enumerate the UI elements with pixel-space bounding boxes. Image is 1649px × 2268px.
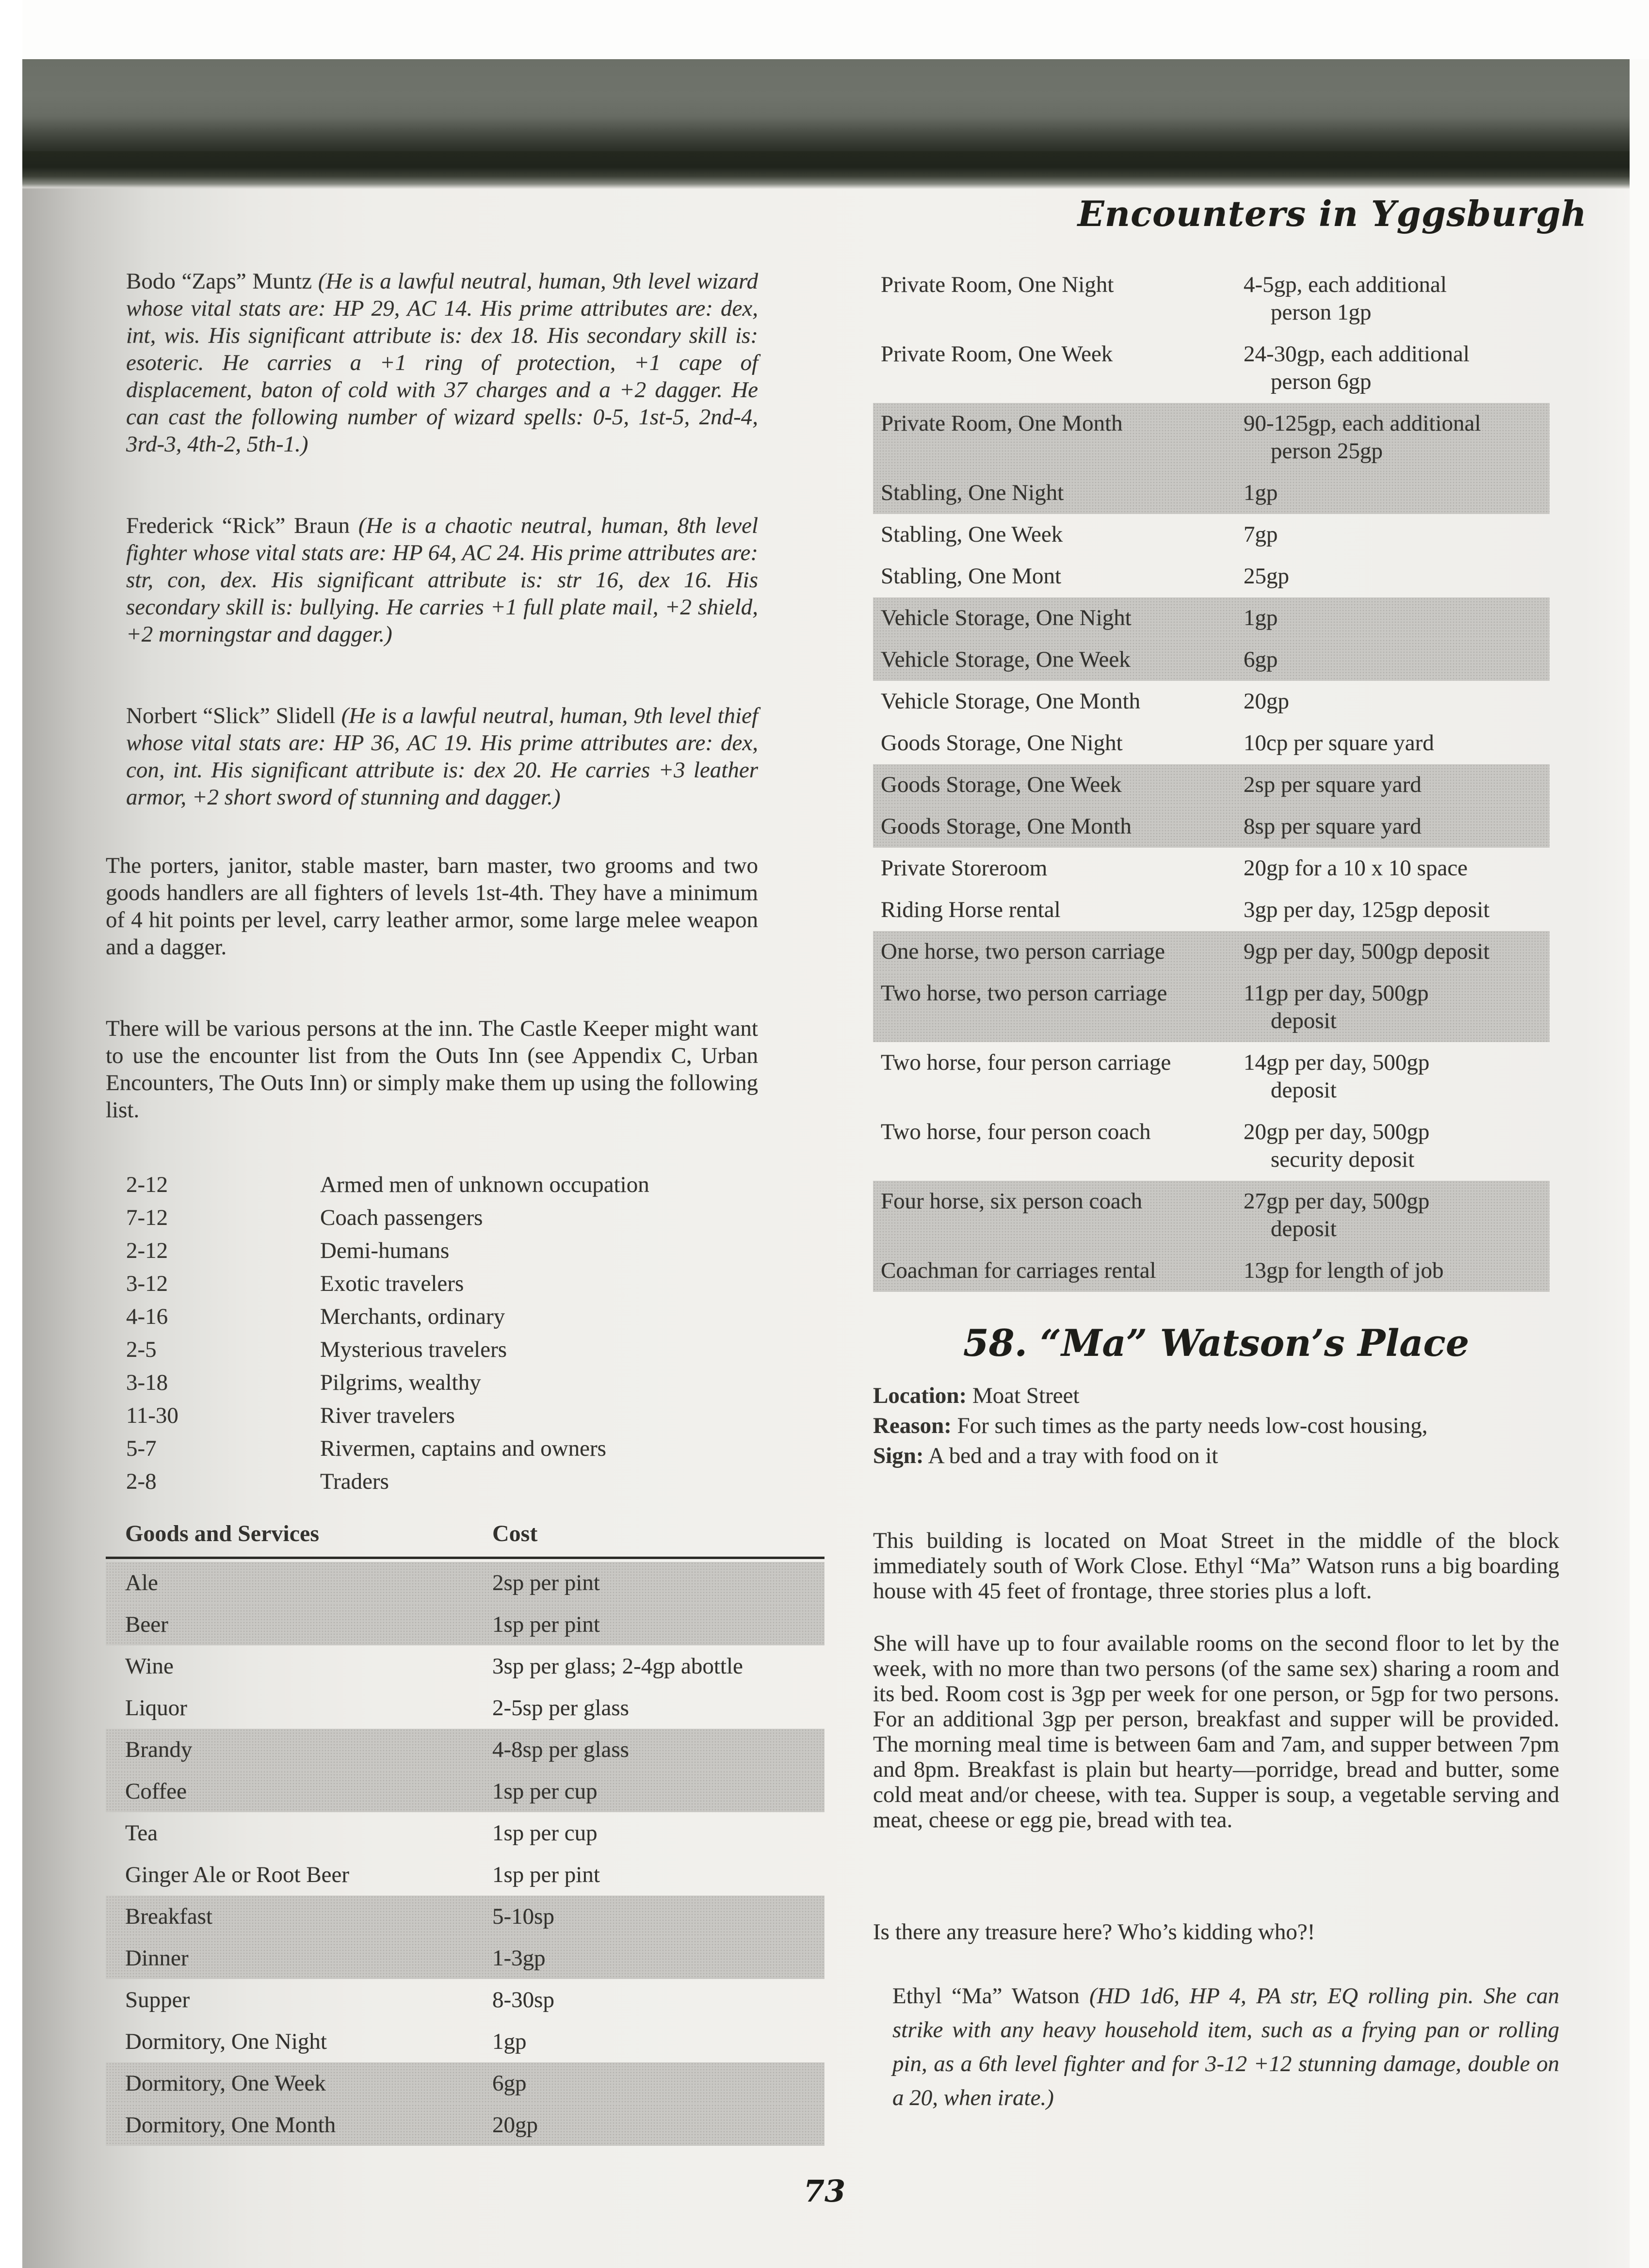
field-value: A bed and a tray with food on it	[923, 1443, 1218, 1468]
treasure-line: Is there any treasure here? Who’s kidding who?!	[873, 1919, 1315, 1945]
table-row	[873, 1111, 1550, 1181]
service-cost-line1: 7gp	[1244, 522, 1278, 547]
field-reason	[873, 1411, 1559, 1441]
field-value: For such times as the party needs low-cost housing,	[951, 1413, 1428, 1438]
table-row	[106, 1854, 824, 1896]
service-cost-line1: 20gp per day, 500gp	[1244, 1119, 1430, 1144]
field-label: Location:	[873, 1383, 967, 1408]
list-item	[126, 1201, 758, 1234]
goods-item: Supper	[125, 1987, 190, 2012]
encounter-list	[126, 1168, 758, 1498]
service-cost-line1: 6gp	[1244, 647, 1278, 672]
goods-cost: 4-8sp per glass	[492, 1737, 629, 1762]
goods-item: Coffee	[125, 1779, 187, 1804]
service-cost	[1244, 646, 1550, 674]
service-item: One horse, two person carriage	[881, 939, 1165, 964]
service-cost	[1244, 479, 1550, 507]
table-row	[873, 514, 1550, 556]
service-cost-line1: 1gp	[1244, 605, 1278, 630]
service-item: Private Room, One Night	[881, 272, 1114, 297]
npc-stat-block-frederick	[126, 512, 758, 648]
service-cost	[1244, 854, 1550, 882]
encounter-label: Exotic travelers	[320, 1271, 464, 1296]
service-item: Riding Horse rental	[881, 897, 1061, 922]
table-row	[873, 403, 1550, 472]
service-cost	[1244, 938, 1550, 965]
page-number: 73	[803, 2173, 846, 2209]
service-cost-line2: deposit	[1271, 1078, 1337, 1103]
table-row	[873, 597, 1550, 639]
goods-item: Dinner	[125, 1946, 189, 1971]
goods-item: Dormitory, One Week	[125, 2071, 326, 2096]
table-row	[106, 1687, 824, 1729]
service-cost-line1: 24-30gp, each additional	[1244, 341, 1470, 367]
service-item: Vehicle Storage, One Night	[881, 605, 1132, 630]
goods-item: Tea	[125, 1820, 158, 1846]
list-item	[126, 1234, 758, 1267]
service-item: Goods Storage, One Month	[881, 814, 1132, 839]
npc-stat-block-norbert	[126, 702, 758, 811]
goods-item: Wine	[125, 1654, 174, 1679]
field-sign	[873, 1441, 1559, 1471]
service-cost-line1: 90-125gp, each additional	[1244, 411, 1481, 436]
table-row	[873, 334, 1550, 403]
service-cost	[1244, 521, 1550, 548]
table-row	[873, 639, 1550, 681]
encounter-range: 5-7	[126, 1436, 157, 1461]
table-row	[873, 764, 1550, 806]
table-row	[873, 556, 1550, 597]
service-cost-line2: person 1gp	[1271, 300, 1372, 325]
goods-item: Beer	[125, 1612, 168, 1637]
service-cost	[1244, 688, 1550, 715]
service-cost-line1: 2sp per square yard	[1244, 772, 1422, 797]
service-cost-line2: deposit	[1271, 1008, 1337, 1033]
table-row	[873, 1250, 1550, 1292]
service-item: Private Room, One Month	[881, 411, 1123, 436]
scan-top-dark-band	[22, 59, 1630, 151]
table-row	[106, 1604, 824, 1645]
column-header-cost: Cost	[492, 1521, 538, 1546]
goods-cost: 5-10sp	[492, 1904, 554, 1929]
service-cost	[1244, 563, 1550, 590]
table-header-rule	[106, 1557, 824, 1559]
field-label: Reason:	[873, 1413, 952, 1438]
right-column	[873, 264, 1559, 2138]
table-row	[873, 848, 1550, 889]
paragraph-rooms: She will have up to four available rooms on the second floor to let by the week, with no more than two persons (of the same sex) sharing a room and its bed. Room cost is 3gp per week for one person, or 5gp for two persons. For an additional 3gp per person, breakfast and supper will be provided. The morning meal time is between 6am and 7am, and supper between 7pm and 8pm. Breakfast is plain but hearty—porridge, bread and butter, some cold meat and/or cheese, with tea. Supper is soup, a vegetable serving and meat, cheese or egg pie, bread with tea.	[873, 1631, 1559, 1833]
table-row	[873, 1042, 1550, 1111]
goods-cost: 1sp per cup	[492, 1779, 598, 1804]
service-cost-line1: 20gp for a 10 x 10 space	[1244, 855, 1468, 881]
encounter-label: Coach passengers	[320, 1205, 483, 1230]
service-item: Stabling, One Night	[881, 480, 1064, 505]
table-row	[106, 1770, 824, 1812]
service-item: Two horse, two person carriage	[881, 981, 1167, 1006]
service-cost	[1244, 896, 1550, 924]
service-cost	[1244, 813, 1550, 840]
goods-cost: 3sp per glass; 2-4gp abottle	[492, 1654, 743, 1679]
section-fields	[873, 1381, 1559, 1471]
goods-item: Breakfast	[125, 1904, 213, 1929]
list-item	[126, 1399, 758, 1432]
service-item: Four horse, six person coach	[881, 1189, 1143, 1214]
service-cost-line1: 27gp per day, 500gp	[1244, 1189, 1430, 1214]
field-location	[873, 1381, 1559, 1411]
service-item: Stabling, One Mont	[881, 563, 1062, 589]
table-row	[873, 973, 1550, 1042]
goods-cost: 1sp per pint	[492, 1612, 600, 1637]
list-item	[126, 1432, 758, 1465]
section-title: 58. “Ma” Watson’s Place	[963, 1321, 1470, 1365]
service-cost	[1244, 729, 1550, 757]
encounter-label: Pilgrims, wealthy	[320, 1370, 481, 1395]
npc-stats: (He is a lawful neutral, human, 9th level wizard whose vital stats are: HP 29, AC 14. His prime attributes are: dex, int, wis. His significant attribute is: dex 18. His secondary skill is: esoteric. He carries a +1 ring of protection, +1 cape of displacement, baton of cold with 37 charges and a +2 dagger. He can cast the following number of wizard spells: 0-5, 1st-5, 2nd-4, 3rd-3, 4th-2, 5th-1.)	[126, 269, 759, 457]
service-item: Private Storeroom	[881, 855, 1048, 881]
table-row	[106, 1645, 824, 1687]
npc-stats: (HD 1d6, HP 4, PA str, EQ rolling pin. She can strike with any heavy household item, such as a frying pan or rolling pin, as a 6th level fighter and for 3-12 +12 stunning damage, double on a 20, when irate.)	[892, 1983, 1559, 2110]
service-cost-line2: deposit	[1271, 1216, 1337, 1241]
service-item: Vehicle Storage, One Week	[881, 647, 1131, 672]
services-price-table	[873, 264, 1550, 1292]
npc-stat-block-bodo	[126, 268, 758, 458]
service-cost-line1: 14gp per day, 500gp	[1244, 1050, 1430, 1075]
service-cost-line1: 3gp per day, 125gp deposit	[1244, 897, 1490, 922]
goods-item: Dormitory, One Month	[125, 2112, 336, 2138]
encounter-range: 4-16	[126, 1304, 168, 1329]
column-header-goods: Goods and Services	[125, 1521, 320, 1546]
encounter-range: 2-12	[126, 1172, 168, 1197]
service-cost-line1: 1gp	[1244, 480, 1278, 505]
table-row	[873, 931, 1550, 973]
service-cost	[1244, 980, 1550, 1035]
encounter-label: Traders	[320, 1469, 389, 1494]
goods-cost: 1sp per cup	[492, 1820, 598, 1846]
table-row	[106, 1937, 824, 1979]
list-item	[126, 1267, 758, 1300]
service-cost	[1244, 1118, 1550, 1174]
goods-cost: 8-30sp	[492, 1987, 554, 2012]
service-cost-line1: 11gp per day, 500gp	[1244, 981, 1429, 1006]
left-column	[106, 245, 758, 2146]
service-cost-line2: security deposit	[1271, 1147, 1415, 1172]
paragraph-porters: The porters, janitor, stable master, barn master, two grooms and two goods handlers are all fighters of levels 1st-4th. They have a minimum of 4 hit points per level, carry leather armor, some large melee weapon and a dagger.	[106, 853, 758, 960]
encounter-range: 3-18	[126, 1370, 168, 1395]
field-label: Sign:	[873, 1443, 924, 1468]
list-item	[126, 1465, 758, 1498]
service-item: Stabling, One Week	[881, 522, 1063, 547]
npc-stats: (He is a chaotic neutral, human, 8th level fighter whose vital stats are: HP 64, AC 24. His prime attributes are: str, con, dex. His significant attribute is: str 16, dex 16. His secondary skill is: bullying. He carries +1 full plate mail, +2 shield, +2 morningstar and dagger.)	[126, 513, 759, 647]
goods-item: Brandy	[125, 1737, 193, 1762]
goods-cost: 1sp per pint	[492, 1862, 600, 1887]
npc-name: Norbert “Slick” Slidell	[126, 703, 341, 728]
scan-top-margin	[0, 0, 1649, 59]
goods-cost: 2sp per pint	[492, 1570, 600, 1595]
service-cost	[1244, 1188, 1550, 1243]
table-row	[106, 1812, 824, 1854]
encounter-label: Mysterious travelers	[320, 1337, 507, 1362]
goods-item: Liquor	[125, 1695, 187, 1721]
list-item	[126, 1168, 758, 1201]
goods-item: Dormitory, One Night	[125, 2029, 327, 2054]
goods-item: Ginger Ale or Root Beer	[125, 1862, 350, 1887]
table-row	[106, 1562, 824, 1604]
scan-left-margin	[0, 0, 22, 2268]
encounter-range: 3-12	[126, 1271, 168, 1296]
encounter-range: 7-12	[126, 1205, 168, 1230]
table-row	[106, 1729, 824, 1770]
service-cost-line1: 9gp per day, 500gp deposit	[1244, 939, 1490, 964]
service-cost	[1244, 340, 1550, 396]
table-row	[106, 2104, 824, 2146]
table-row	[106, 2021, 824, 2062]
encounter-label: River travelers	[320, 1403, 455, 1428]
list-item	[126, 1333, 758, 1366]
table-row	[873, 723, 1550, 764]
goods-cost: 1-3gp	[492, 1946, 546, 1971]
goods-cost: 6gp	[492, 2071, 527, 2096]
goods-cost: 2-5sp per glass	[492, 1695, 629, 1721]
paragraph-building: This building is located on Moat Street in the middle of the block immediately south of Work Close. Ethyl “Ma” Watson runs a big boarding house with 45 feet of frontage, three stories plus a loft.	[873, 1528, 1559, 1604]
table-header-row	[106, 1517, 824, 1552]
service-item: Goods Storage, One Night	[881, 730, 1123, 756]
table-row	[106, 1896, 824, 1937]
table-row	[873, 264, 1550, 334]
goods-services-table	[106, 1517, 824, 2146]
encounter-range: 2-12	[126, 1238, 168, 1263]
npc-name: Bodo “Zaps” Muntz	[126, 269, 318, 294]
encounter-label: Rivermen, captains and owners	[320, 1436, 606, 1461]
encounter-label: Merchants, ordinary	[320, 1304, 505, 1329]
encounter-label: Demi-humans	[320, 1238, 450, 1263]
encounter-range: 2-5	[126, 1337, 157, 1362]
paragraph-encounter-intro: There will be various persons at the inn. The Castle Keeper might want to use the encounter list from the Outs Inn (see Appendix C, Urban Encounters, The Outs Inn) or simply make them up using the following list.	[106, 1016, 758, 1123]
service-item: Vehicle Storage, One Month	[881, 689, 1141, 714]
table-row	[106, 2062, 824, 2104]
field-value: Moat Street	[967, 1383, 1080, 1408]
table-row	[873, 1181, 1550, 1250]
service-cost	[1244, 1049, 1550, 1104]
list-item	[126, 1366, 758, 1399]
service-cost-line1: 20gp	[1244, 689, 1289, 714]
service-cost-line1: 4-5gp, each additional	[1244, 272, 1447, 297]
npc-name: Frederick “Rick” Braun	[126, 513, 358, 538]
service-cost-line1: 25gp	[1244, 563, 1289, 589]
service-cost-line1: 13gp for length of job	[1244, 1258, 1444, 1283]
table-row	[873, 681, 1550, 723]
table-row	[106, 1979, 824, 2021]
npc-stats: (He is a lawful neutral, human, 9th level thief whose vital stats are: HP 36, AC 19. His prime attributes are: dex, con, int. His significant attribute is: dex 20. He carries +3 leather armor, +2 short sword of stunning and dagger.)	[126, 703, 759, 810]
npc-name: Ethyl “Ma” Watson	[892, 1983, 1090, 2009]
scan-right-edge	[1630, 0, 1649, 2268]
service-cost	[1244, 271, 1550, 326]
list-item	[126, 1300, 758, 1333]
service-item: Private Room, One Week	[881, 341, 1113, 367]
table-row	[873, 472, 1550, 514]
npc-stat-block-ethyl	[892, 1979, 1559, 2115]
service-cost	[1244, 1257, 1550, 1285]
service-item: Goods Storage, One Week	[881, 772, 1122, 797]
service-cost-line2: person 6gp	[1271, 369, 1372, 394]
service-cost	[1244, 410, 1550, 465]
service-cost	[1244, 771, 1550, 799]
service-item: Two horse, four person coach	[881, 1119, 1151, 1144]
encounter-label: Armed men of unknown occupation	[320, 1172, 649, 1197]
service-item: Coachman for carriages rental	[881, 1258, 1156, 1283]
goods-item: Ale	[125, 1570, 158, 1595]
table-row	[873, 806, 1550, 848]
service-cost-line2: person 25gp	[1271, 438, 1383, 464]
encounter-range: 2-8	[126, 1469, 157, 1494]
service-cost-line1: 8sp per square yard	[1244, 814, 1422, 839]
running-header: Encounters in Yggsburgh	[1077, 193, 1587, 234]
service-cost	[1244, 604, 1550, 632]
encounter-range: 11-30	[126, 1403, 178, 1428]
goods-cost: 20gp	[492, 2112, 538, 2138]
service-cost-line1: 10cp per square yard	[1244, 730, 1434, 756]
goods-cost: 1gp	[492, 2029, 527, 2054]
service-item: Two horse, four person carriage	[881, 1050, 1171, 1075]
table-row	[873, 889, 1550, 931]
